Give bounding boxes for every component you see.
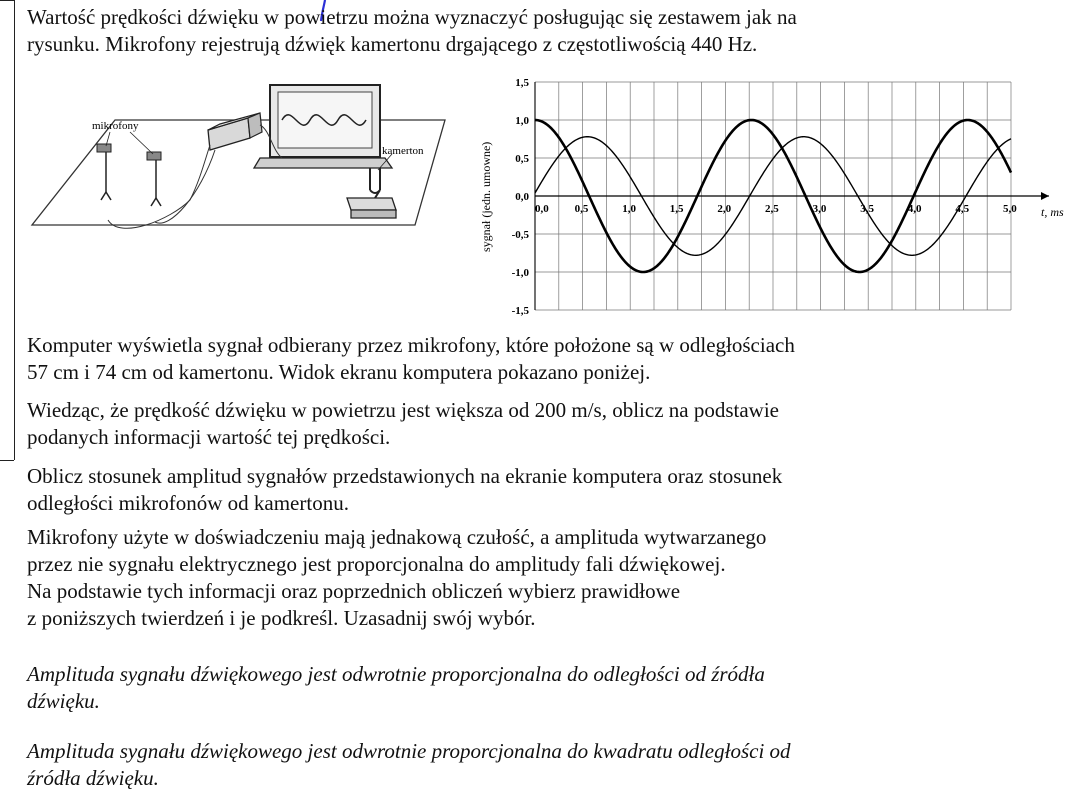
label-tuning-fork: kamerton xyxy=(382,145,424,157)
task-ratio-line-1: Oblicz stosunek amplitud sygnałów przedstawionych na ekranie komputera oraz stosunek xyxy=(27,464,783,488)
label-microphones: mikrofony xyxy=(92,120,139,132)
option-distance-line-2: dźwięku. xyxy=(27,689,100,713)
paragraph-description-line-2: 57 cm i 74 cm od kamertonu. Widok ekranu komputera pokazano poniżej. xyxy=(27,360,651,384)
x-tick-label: 0,0 xyxy=(535,203,549,215)
margin-line xyxy=(14,0,15,460)
x-tick-label: 2,5 xyxy=(765,203,779,215)
chart-grid xyxy=(535,82,1049,310)
cable-mic-2 xyxy=(155,150,215,223)
task-ratio-line-2: odległości mikrofonów od kamertonu. xyxy=(27,491,349,515)
microphone-2-head xyxy=(147,152,161,160)
task-amplitude-ratio xyxy=(27,463,1057,517)
y-tick-label: -1,0 xyxy=(511,267,529,279)
tuning-fork-block-front xyxy=(351,210,396,218)
x-tick-label: 2,0 xyxy=(717,203,732,215)
tuning-fork-base xyxy=(370,190,380,198)
margin-tick-middle xyxy=(0,460,14,461)
x-tick-label: 4,5 xyxy=(955,203,970,215)
task-choose-line-1: Mikrofony użyte w doświadczeniu mają jednakową czułość, a amplituda wytwarzanego xyxy=(27,525,767,549)
tuning-fork-block xyxy=(347,198,396,210)
option-squared-line-2: źródła dźwięku. xyxy=(27,766,159,790)
x-axis-label: t, ms xyxy=(1041,205,1064,219)
task-speed-line-2: podanych informacji wartość tej prędkości. xyxy=(27,425,391,449)
x-tick-labels xyxy=(535,203,1017,215)
x-tick-label: 1,0 xyxy=(622,203,636,215)
microphone-1-leg-left xyxy=(101,192,106,200)
y-tick-label: 1,5 xyxy=(515,77,529,89)
y-tick-label: 1,0 xyxy=(515,115,529,127)
x-tick-label: 3,5 xyxy=(860,203,874,215)
x-tick-label: 4,0 xyxy=(907,203,922,215)
microphone-1-leg-right xyxy=(106,192,111,200)
y-tick-labels xyxy=(512,77,530,317)
x-tick-label: 3,0 xyxy=(812,203,827,215)
experiment-setup-figure xyxy=(20,80,450,320)
x-tick-label: 5,0 xyxy=(1003,203,1017,215)
y-tick-label: -1,5 xyxy=(511,305,529,317)
option-distance[interactable] xyxy=(27,661,1057,715)
task-speed-line-1: Wiedząc, że prędkość dźwięku w powietrzu jest większa od 200 m/s, oblicz na podstawie xyxy=(27,398,779,422)
microphone-1-head xyxy=(97,144,111,152)
microphone-2-leg-left xyxy=(151,198,156,206)
task-choose-line-3: Na podstawie tych informacji oraz poprzednich obliczeń wybierz prawidłowe xyxy=(27,579,681,603)
y-axis-label: sygnał (jedn. umowne) xyxy=(479,141,493,252)
y-tick-label: 0,5 xyxy=(515,153,529,165)
margin-tick-top xyxy=(0,0,14,1)
task-choose-statement xyxy=(27,524,1057,632)
y-tick-label: -0,5 xyxy=(511,229,529,241)
intro-line-1: Wartość prędkości dźwięku w powietrzu można wyznaczyć posługując się zestawem jak na xyxy=(27,5,797,29)
intro-line-2: rysunku. Mikrofony rejestrują dźwięk kamertonu drgającego z częstotliwością 440 Hz. xyxy=(27,32,758,56)
option-squared-line-1: Amplituda sygnału dźwiękowego jest odwrotnie proporcjonalna do kwadratu odległości od xyxy=(27,739,791,763)
intro-paragraph xyxy=(27,4,1057,58)
x-tick-label: 0,5 xyxy=(574,203,589,215)
x-tick-label: 1,5 xyxy=(669,203,684,215)
task-speed-of-sound xyxy=(27,397,1057,451)
keyboard xyxy=(254,158,392,168)
label-pointer-2 xyxy=(130,132,153,154)
option-distance-squared[interactable] xyxy=(27,738,1057,792)
signal-chart xyxy=(470,72,1066,320)
microphone-2-leg-right xyxy=(156,198,161,206)
task-choose-line-2: przez nie sygnału elektrycznego jest proporcjonalna do amplitudy fali dźwiękowej. xyxy=(27,552,726,576)
option-distance-line-1: Amplituda sygnału dźwiękowego jest odwrotnie proporcjonalna do odległości od źródła xyxy=(27,662,765,686)
paragraph-description xyxy=(27,332,1057,386)
paragraph-description-line-1: Komputer wyświetla sygnał odbierany przez mikrofony, które położone są w odległościach xyxy=(27,333,795,357)
task-choose-line-4: z poniższych twierdzeń i je podkreśl. Uzasadnij swój wybór. xyxy=(27,606,536,630)
y-tick-label: 0,0 xyxy=(515,191,529,203)
x-axis-arrow xyxy=(1041,192,1049,200)
